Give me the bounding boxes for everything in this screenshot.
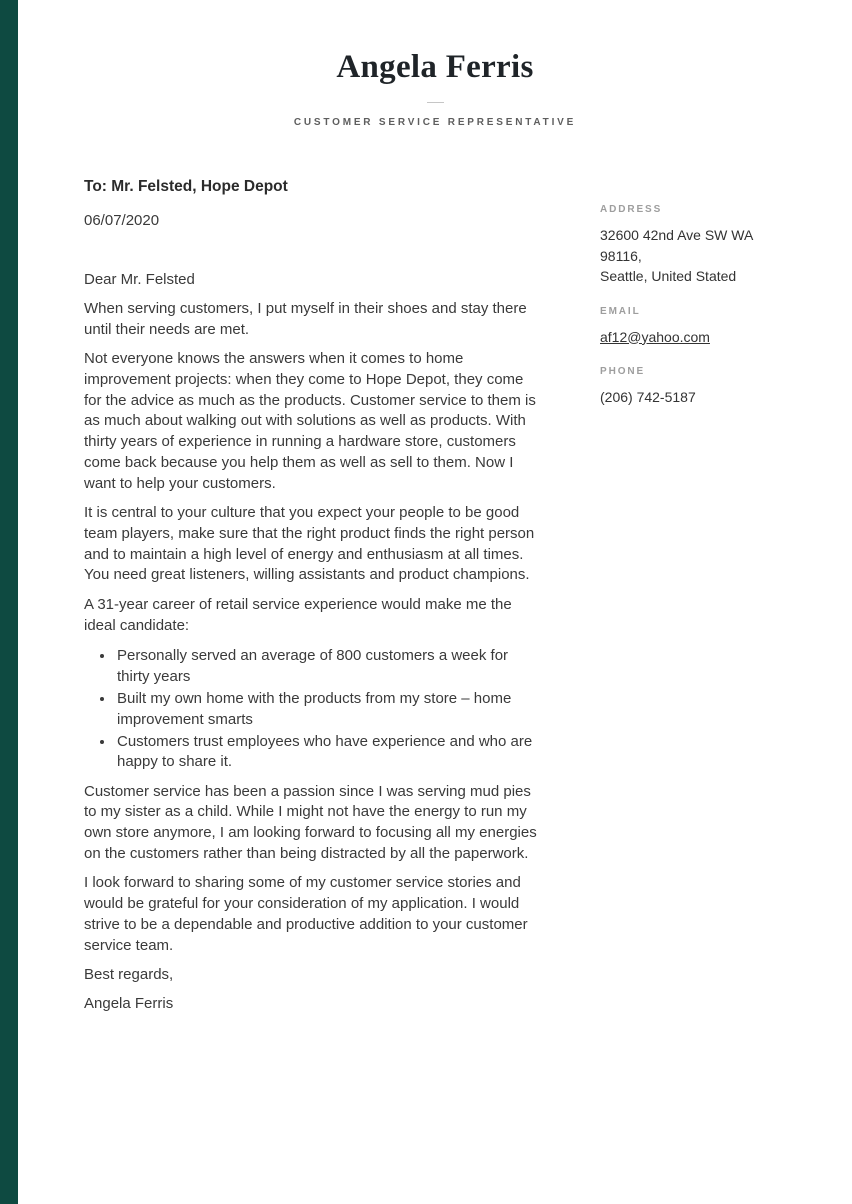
address-line-1: 32600 42nd Ave SW WA 98116,: [600, 227, 753, 264]
email-label: EMAIL: [600, 305, 641, 317]
job-title: CUSTOMER SERVICE REPRESENTATIVE: [293, 117, 577, 128]
date-line: 06/07/2020: [84, 211, 160, 229]
email-section: [600, 306, 784, 348]
address-value: [600, 225, 784, 287]
list-item: • Personally served an average of 800 customers a week for thirty years: [115, 646, 542, 688]
salutation: Dear Mr. Felsted: [84, 270, 195, 288]
paragraph-6: I look forward to sharing some of my customer service stories and would be grateful for your consideration of my application. I would strive to be a dependable and productive addition to your customer service team.: [84, 874, 528, 954]
signature-name: Angela Ferris: [84, 995, 174, 1013]
letter-main: [18, 177, 852, 1015]
paragraph-5: Customer service has been a passion since I was serving mud pies to my sister as a child. While I might not have the energy to run my own store anymore, I am looking forward to focusing all my energies on the customers rather than being distracted by all the paperwork.: [84, 782, 537, 863]
header-divider: [427, 102, 444, 103]
letter-body: [84, 177, 542, 1015]
email-link[interactable]: af12@yahoo.com: [600, 328, 710, 345]
phone-section: [600, 366, 784, 408]
left-accent-stripe: [0, 0, 18, 1204]
paragraph-2: Not everyone knows the answers when it comes to home improvement projects: when they come to Hope Depot, they come for the advice as much as the products. Customer service to them is as much about walking out with solutions as well as products. With thirty years of experience in running a hardware store, customers come back because you help them as well as sell to them. Now I want to help your customers.: [84, 349, 536, 492]
paragraph-4: A 31-year career of retail service experience would make me the ideal candidate:: [84, 595, 512, 634]
person-name: Angela Ferris: [336, 49, 534, 85]
contact-sidebar: [600, 177, 784, 1015]
recipient-line: To: Mr. Felsted, Hope Depot: [84, 178, 288, 195]
paragraph-3: It is central to your culture that you expect your people to be good team players, make sure that the right product finds the right person and to maintain a high level of energy and enthusiasm at all times. You need great listeners, willing assistants and product champions.: [84, 504, 535, 584]
address-line-2: Seattle, United Stated: [600, 268, 737, 284]
list-item: • Built my own home with the products from my store – home improvement smarts: [115, 689, 542, 731]
paragraph-1: When serving customers, I put myself in their shoes and stay there until their needs are met.: [84, 299, 527, 338]
phone-value: (206) 742-5187: [600, 389, 696, 405]
phone-label: PHONE: [600, 366, 646, 377]
letter-header: [18, 0, 852, 128]
list-item: • Customers trust employees who have experience and who are happy to share it.: [115, 732, 542, 774]
signoff: Best regards,: [84, 966, 174, 983]
highlights-list: [84, 646, 542, 773]
address-section: [600, 204, 784, 287]
address-label: ADDRESS: [600, 204, 663, 215]
